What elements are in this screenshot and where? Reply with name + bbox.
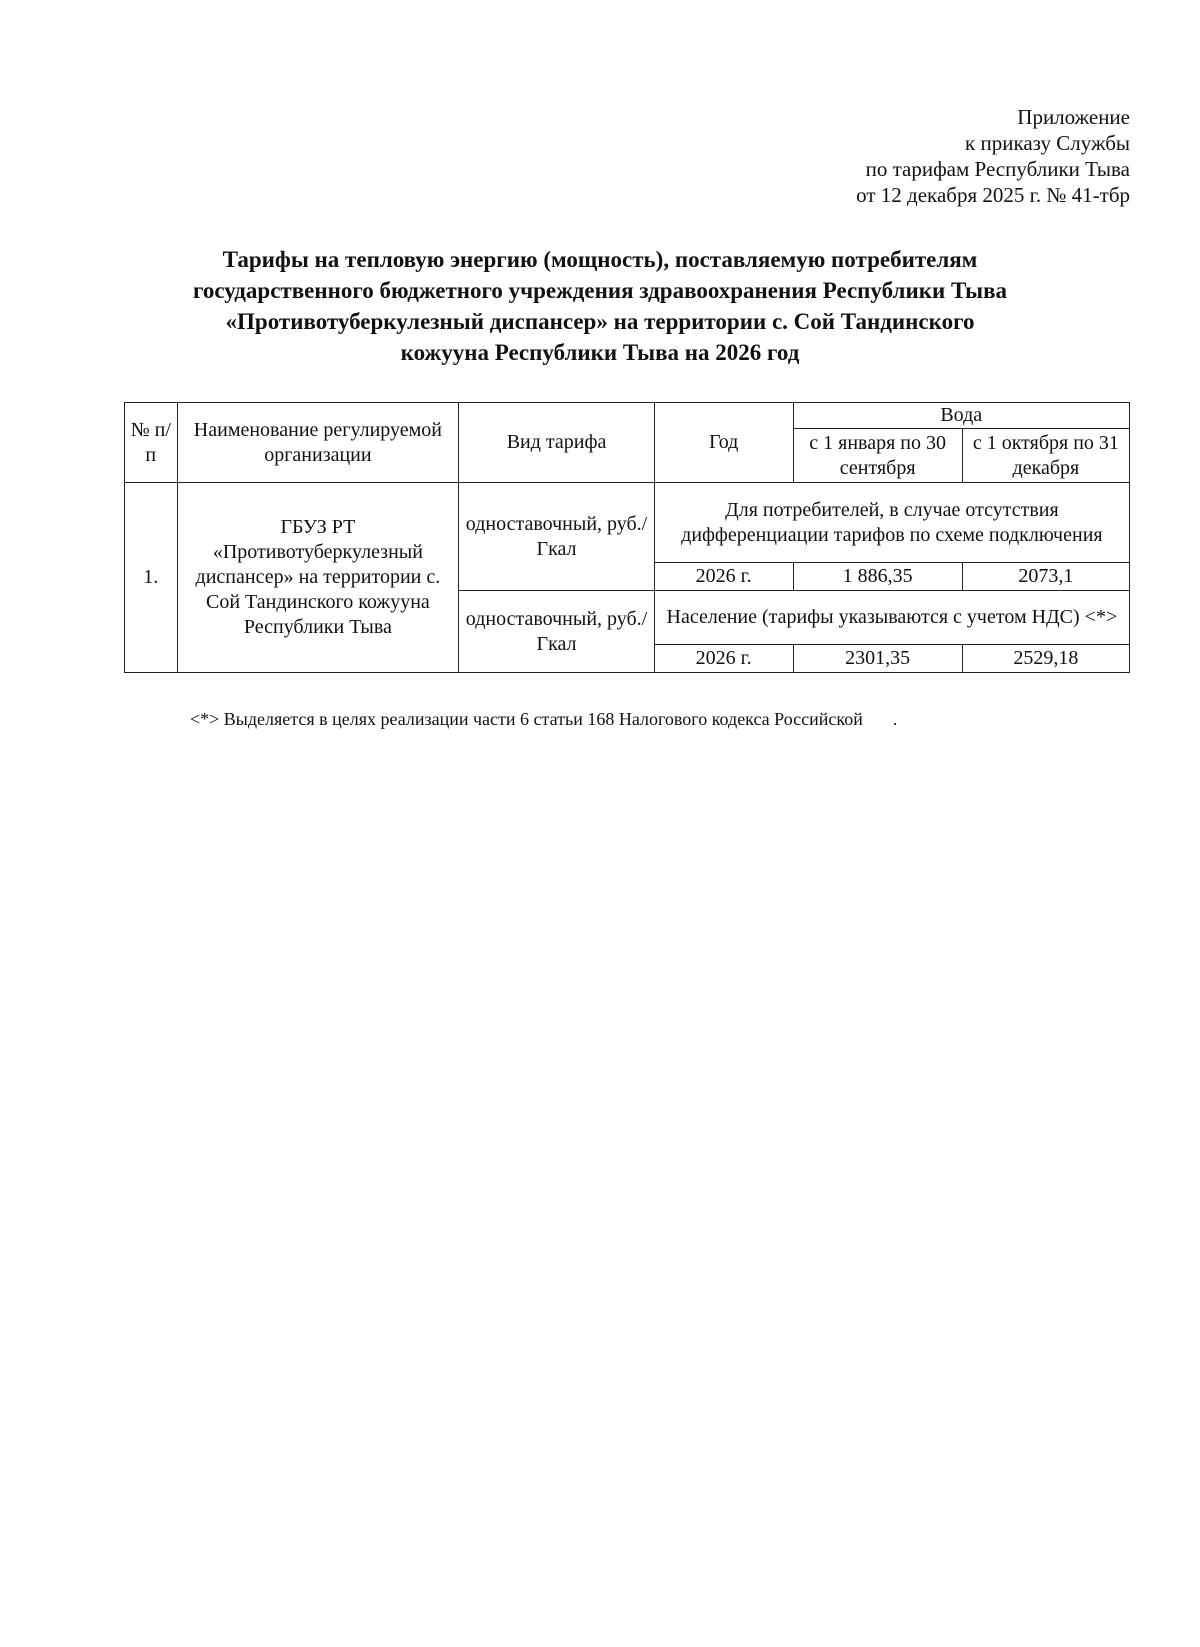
- value-1-period-2: 2073,1: [962, 563, 1129, 591]
- tariff-type-1: одноставочный, руб./Гкал: [459, 483, 655, 591]
- category-2: Население (тарифы указываются с учетом НДС) <*>: [654, 591, 1129, 645]
- category-1: Для потребителей, в случае отсутствия дифференциации тарифов по схеме подключения: [654, 483, 1129, 563]
- document-title: [70, 244, 1130, 368]
- title-line: Тарифы на тепловую энергию (мощность), поставляемую потребителям: [222, 247, 978, 272]
- header-num: № п/п: [125, 403, 178, 483]
- appendix-line: от 12 декабря 2025 г. № 41-тбр: [856, 183, 1130, 207]
- tariff-table: [124, 402, 1130, 673]
- value-2-period-2: 2529,18: [962, 645, 1129, 673]
- footnote-text: <*> Выделяется в целях реализации части 6 статьи 168 Налогового кодекса Российской: [190, 709, 863, 729]
- header-water: Вода: [793, 403, 1129, 429]
- header-org: Наименование регулируемой организации: [177, 403, 459, 483]
- header-period-1: с 1 января по 30 сентября: [793, 429, 962, 483]
- year-2: 2026 г.: [654, 645, 793, 673]
- header-tariff-type: Вид тарифа: [459, 403, 655, 483]
- row-org: ГБУЗ РТ «Противотуберкулезный диспансер» на территории с. Сой Тандинского кожууна Республики Тыва: [177, 483, 459, 673]
- footnote-tail: .: [892, 709, 898, 729]
- tariff-type-2: одноставочный, руб./Гкал: [459, 591, 655, 673]
- appendix-block: [856, 104, 1130, 208]
- header-year: Год: [654, 403, 793, 483]
- row-num: 1.: [125, 483, 178, 673]
- footnote: [190, 707, 1090, 731]
- value-1-period-1: 1 886,35: [793, 563, 962, 591]
- title-line: «Противотуберкулезный диспансер» на территории с. Сой Тандинского: [225, 309, 975, 334]
- header-period-2: с 1 октября по 31 декабря: [962, 429, 1129, 483]
- value-2-period-1: 2301,35: [793, 645, 962, 673]
- title-line: кожууна Республики Тыва на 2026 год: [400, 340, 800, 365]
- appendix-line: по тарифам Республики Тыва: [865, 157, 1130, 181]
- appendix-line: Приложение: [1017, 105, 1130, 129]
- year-1: 2026 г.: [654, 563, 793, 591]
- appendix-line: к приказу Службы: [965, 131, 1130, 155]
- title-line: государственного бюджетного учреждения здравоохранения Республики Тыва: [192, 278, 1008, 303]
